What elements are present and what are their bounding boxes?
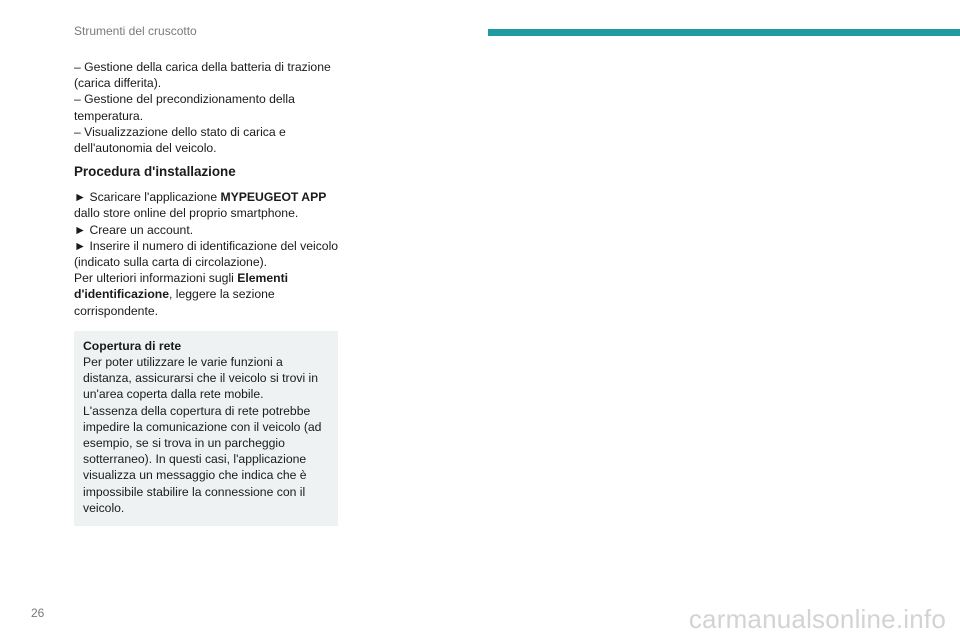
section-header: Strumenti del cruscotto xyxy=(74,24,197,38)
step-vin: ► Inserire il numero di identificazione del veicolo (indicato sulla carta di circolazione). xyxy=(74,238,339,270)
note-paragraph: Per poter utilizzare le varie funzioni a distanza, assicurarsi che il veicolo si trovi in un'area coperta dalla rete mobile. xyxy=(83,355,319,402)
step-download xyxy=(74,189,340,221)
network-coverage-note xyxy=(74,331,338,526)
app-name: MYPEUGEOT APP xyxy=(220,190,327,205)
step-text: dallo store online del proprio smartphone. xyxy=(74,206,299,221)
note-title: Copertura di rete xyxy=(83,338,182,353)
info-text: Per ulteriori informazioni sugli xyxy=(74,271,238,286)
feature-list xyxy=(74,59,340,156)
info-reference xyxy=(74,270,340,319)
installation-heading: Procedura d'installazione xyxy=(74,164,236,180)
left-column xyxy=(74,59,340,526)
note-paragraph: L'assenza della copertura di rete potrebbe impedire la comunicazione con il veicolo (ad esempio, se si trova in un parcheggio sotterraneo). In questi casi, l'applicazione visualizza un messaggio che indica che è impossibile stabilire la connessione con il veicolo. xyxy=(83,403,322,515)
info-text: , leggere la sezione corrispondente. xyxy=(74,287,275,318)
watermark: carmanualsonline.info xyxy=(688,604,946,634)
list-item: – Gestione del precondizionamento della temperatura. xyxy=(74,92,295,123)
step-text: ► Scaricare l'applicazione xyxy=(74,190,221,205)
installation-steps xyxy=(74,189,340,319)
section-reference: Elementi d'identificazione xyxy=(74,271,289,302)
list-item: – Gestione della carica della batteria di trazione (carica differita). xyxy=(74,60,331,91)
accent-bar xyxy=(488,29,960,36)
page-number: 26 xyxy=(31,606,45,620)
list-item: – Visualizzazione dello stato di carica e dell'autonomia del veicolo. xyxy=(74,124,286,156)
step-account: ► Creare un account. xyxy=(74,222,194,237)
